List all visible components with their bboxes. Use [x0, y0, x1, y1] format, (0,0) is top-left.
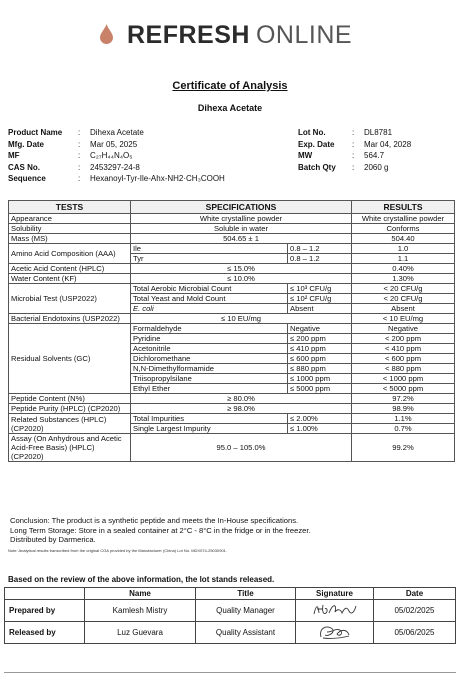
info-batch-qty: Batch Qty : 2060 g	[298, 162, 389, 172]
table-row: Water Content (KF) ≤ 10.0% 1.30%	[9, 274, 455, 284]
info-lot-no: Lot No. : DL8781	[298, 128, 393, 137]
distributor-line: Distributed by Darmerica.	[10, 535, 96, 545]
signoff-row	[5, 600, 456, 622]
transcription-note: Note: Analytical results transcribed from the original COA provided by the Manufacturer (China) Lot No. MDX074-25030901.	[8, 548, 227, 553]
signoff-name: Kamlesh Mistry	[85, 600, 196, 622]
signoff-date: 05/02/2025	[374, 600, 456, 622]
table-row: Solubility Soluble in water Conforms	[9, 224, 455, 234]
table-row: Bacterial Endotoxins (USP2022) ≤ 10 EU/mg < 10 EU/mg	[9, 314, 455, 324]
table-row: E. coli Absent Absent	[9, 304, 455, 314]
table-row: Residual Solvents (GC) Formaldehyde Negative Negative	[9, 324, 455, 334]
signoff-row	[5, 622, 456, 644]
signoff-header-date: Date	[374, 588, 456, 600]
test-results-table	[8, 200, 455, 462]
info-mfg-date: Mfg. Date : Mar 05, 2025	[8, 139, 138, 149]
table-row: Dichloromethane ≤ 600 ppm < 600 ppm	[9, 354, 455, 364]
product-info-left	[8, 127, 225, 185]
product-heading: Dihexa Acetate	[197, 103, 263, 113]
company-header	[0, 14, 460, 54]
info-exp-date: Exp. Date : Mar 04, 2028	[298, 139, 412, 149]
signoff-name: Luz Guevara	[85, 622, 196, 644]
conclusion-line: Conclusion: The product is a synthetic peptide and meets the In-House specifications.	[10, 516, 299, 525]
table-row: Peptide Content (N%) ≥ 80.0% 97.2%	[9, 394, 455, 404]
storage-line: Long Term Storage: Store in a sealed container at 2°C - 8°C in the fridge or in the freezer.	[10, 525, 311, 535]
conclusion-block	[10, 516, 311, 545]
table-row: Pyridine ≤ 200 ppm < 200 ppm	[9, 334, 455, 344]
table-row: Assay (On Anhydrous and Acetic Acid-Free Basis) (HPLC) (CP2020) 95.0 – 105.0% 99.2%	[9, 434, 455, 462]
table-row: Mass (MS) 504.65 ± 1 504.40	[9, 234, 455, 244]
info-cas-no: CAS No. : 2453297-24-8	[8, 162, 140, 172]
info-mw: MW : 564.7	[298, 151, 385, 161]
table-row: Peptide Purity (HPLC) (CP2020) ≥ 98.0% 98.9%	[9, 404, 455, 414]
info-mf: MF : C₂₇H₄₄N₄O₅	[8, 151, 133, 161]
signoff-header-signature: Signature	[296, 588, 374, 600]
handwritten-signature-prepared	[311, 601, 359, 619]
table-row: N,N-Dimethylformamide ≤ 880 ppm < 880 ppm	[9, 364, 455, 374]
header-tests: TESTS	[9, 201, 131, 214]
signoff-header-title: Title	[196, 588, 296, 600]
brand-name-bold: REFRESH	[127, 21, 250, 49]
table-row: Triisopropylsilane ≤ 1000 ppm < 1000 ppm	[9, 374, 455, 384]
info-sequence: Sequence : Hexanoyl-Tyr-Ile-Ahx-NH2·CH₃COOH	[8, 174, 225, 184]
table-row: Microbial Test (USP2022) Total Aerobic Microbial Count ≤ 10³ CFU/g < 20 CFU/g	[9, 284, 455, 294]
signoff-title: Quality Manager	[196, 600, 296, 622]
signoff-header-name: Name	[85, 588, 196, 600]
signature-image	[296, 600, 374, 622]
drop-logo-icon	[99, 24, 114, 44]
signoff-date: 05/06/2025	[374, 622, 456, 644]
handwritten-signature-released	[315, 623, 355, 641]
company-logo-text	[127, 21, 352, 50]
header-specifications: SPECIFICATIONS	[131, 201, 352, 214]
table-row: Acetic Acid Content (HPLC) ≤ 15.0% 0.40%	[9, 264, 455, 274]
table-row: Ethyl Ether ≤ 5000 ppm < 5000 ppm	[9, 384, 455, 394]
info-product-name: Product Name : Dihexa Acetate	[8, 128, 144, 137]
footer-divider	[4, 672, 456, 673]
signoff-role: Prepared by	[5, 600, 85, 622]
brand-name-light: ONLINE	[255, 21, 353, 49]
signoff-table	[4, 587, 456, 644]
product-info-right	[298, 127, 411, 173]
table-row: Appearance White crystalline powder White crystalline powder	[9, 214, 455, 224]
release-statement: Based on the review of the above information, the lot stands released.	[8, 575, 275, 584]
table-row: Amino Acid Composition (AAA) Ile 0.8 – 1.2 1.0	[9, 244, 455, 254]
document-title: Certificate of Analysis	[172, 80, 288, 92]
signature-image	[296, 622, 374, 644]
table-row: Tyr 0.8 – 1.2 1.1	[9, 254, 455, 264]
signoff-header-row	[5, 588, 456, 600]
table-row: Related Substances (HPLC) (CP2020) Total Impurities ≤ 2.00% 1.1%	[9, 414, 455, 424]
signoff-role: Released by	[5, 622, 85, 644]
table-row: Total Yeast and Mold Count ≤ 10² CFU/g < 20 CFU/g	[9, 294, 455, 304]
table-row: Single Largest Impurity ≤ 1.00% 0.7%	[9, 424, 455, 434]
table-row: Acetonitrile ≤ 410 ppm < 410 ppm	[9, 344, 455, 354]
signoff-title: Quality Assistant	[196, 622, 296, 644]
header-results: RESULTS	[352, 201, 455, 214]
table-header-row	[9, 201, 455, 214]
